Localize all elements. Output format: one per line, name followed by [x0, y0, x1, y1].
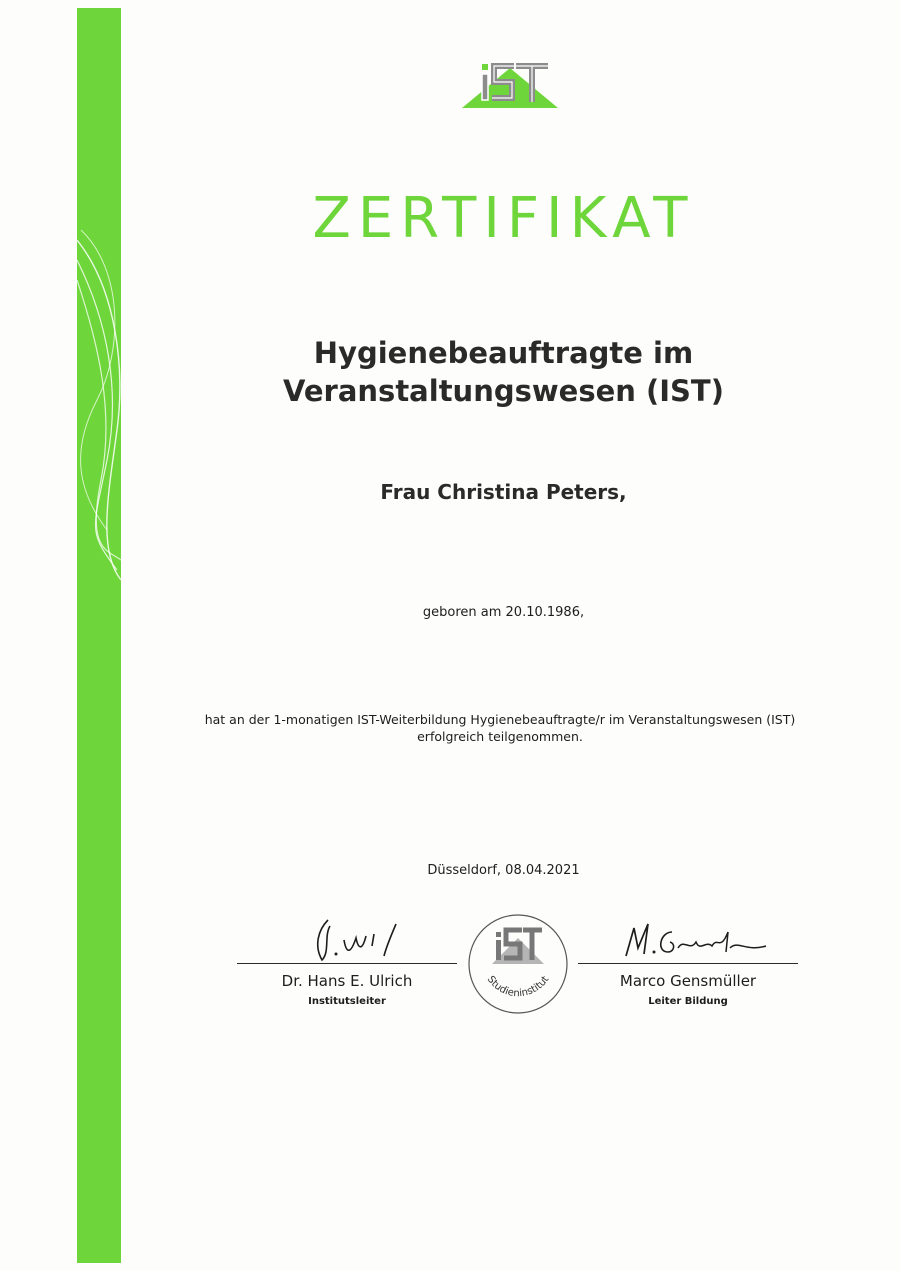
signatory-1-name: Dr. Hans E. Ulrich — [281, 972, 413, 990]
course-title — [107, 334, 900, 410]
place-and-date: Düsseldorf, 08.04.2021 — [427, 863, 580, 878]
birth-date: geboren am 20.10.1986, — [422, 605, 585, 620]
ist-logo — [462, 60, 558, 112]
description-line-2: erfolgreich teilgenommen. — [417, 729, 583, 744]
signature-ulrich — [300, 916, 410, 966]
recipient-name: Frau Christina Peters, — [380, 480, 627, 504]
course-title-line-2: Veranstaltungswesen (IST) — [283, 374, 724, 408]
seal-caption: Studieninstitut — [484, 974, 552, 1000]
certificate-title: ZERTIFIKAT — [312, 186, 695, 251]
description-line-1: hat an der 1-monatigen IST-Weiterbildung Hygienebeauftragte/r im Veranstaltungswesen (IST) — [204, 712, 796, 727]
studieninstitut-seal — [466, 912, 570, 1016]
decorative-curves — [77, 230, 127, 590]
signature-line-right — [578, 963, 798, 964]
signature-gensmueller — [620, 918, 770, 962]
course-title-line-1: Hygienebeauftragte im — [313, 336, 694, 370]
signature-line-left — [237, 963, 457, 964]
signatory-2-role: Leiter Bildung — [648, 996, 728, 1007]
signatory-2-name: Marco Gensmüller — [619, 972, 757, 990]
course-description — [160, 711, 840, 745]
signatory-1-role: Institutsleiter — [308, 996, 386, 1007]
